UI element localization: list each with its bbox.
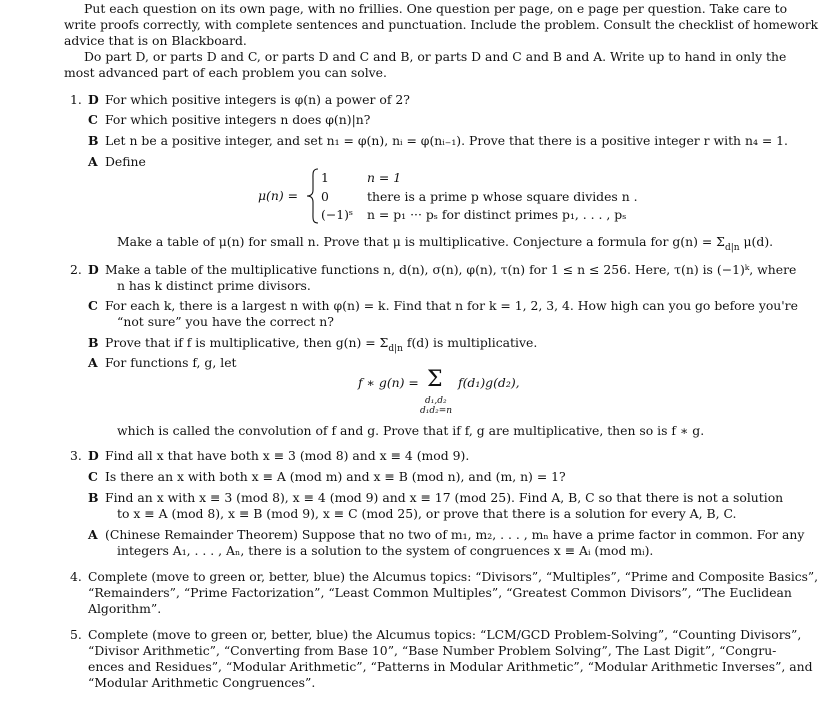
- problem-2-a-followup: which is called the convolution of f and g. Prove that if f, g are multiplicative, then so is f ∗ g.: [117, 423, 705, 438]
- problem-3-b-text-1: Find an x with x ≡ 3 (mod 8), x ≡ 4 (mod 9) and x ≡ 17 (mod 25). Find A, B, C so that there is not a solution: [105, 490, 784, 505]
- mu-case-2-value: 0: [321, 189, 329, 204]
- problem-5-text-2: “Divisor Arithmetic”, “Converting from Base 10”, “Base Number Problem Solving”, The Last Digit”, “Congru-: [88, 643, 777, 658]
- problem-2-c-text-2: “not sure” you have the correct n?: [117, 314, 334, 329]
- problem-1-b-label: B: [88, 133, 99, 148]
- intro-line-2: write proofs correctly, with complete sentences and punctuation. Include the problem. Consult the checklist of homework: [64, 17, 819, 32]
- problem-1-c-text: For which positive integers n does φ(n)|n?: [105, 112, 371, 127]
- problem-1-c-label: C: [88, 112, 98, 127]
- problem-5-text-4: “Modular Arithmetic Congruences”.: [88, 675, 316, 690]
- problem-3-b-text-2: to x ≡ A (mod 8), x ≡ B (mod 9), x ≡ C (mod 25), or prove that there is a solution for every A, B, C.: [117, 506, 737, 521]
- problem-2-b-text-main: Prove that if f is multiplicative, then g(n) = Σ: [105, 335, 389, 350]
- problem-2-b-text: [105, 335, 537, 353]
- problem-3-c-text: Is there an x with both x ≡ A (mod m) and x ≡ B (mod n), and (m, n) = 1?: [105, 469, 566, 484]
- problem-2-d-text-2: n has k distinct prime divisors.: [117, 278, 311, 293]
- mu-case-3-value: (−1)ˢ: [321, 207, 354, 222]
- mu-definition-lhs: μ(n) =: [258, 188, 299, 203]
- problem-5-text-1: Complete (move to green or, better, blue) the Alcumus topics: “LCM/GCD Problem-Solving”, “Counting Divisors”,: [88, 627, 802, 642]
- intro-line-3: advice that is on Blackboard.: [64, 33, 247, 48]
- problem-2-number: 2.: [70, 262, 82, 277]
- convolution-subscript-1: d₁,d₂: [425, 396, 447, 406]
- intro-line-4: Do part D, or parts D and C, or parts D and C and B, or parts D and C and B and A. Write up to hand in only the: [84, 49, 787, 64]
- convolution-subscript-2: d₁d₂=n: [420, 406, 453, 416]
- problem-5-text-3: ences and Residues”, “Modular Arithmetic”, “Patterns in Modular Arithmetic”, “Modular Arithmetic Inverses”, and: [88, 659, 813, 674]
- problem-5-number: 5.: [70, 627, 82, 642]
- convolution-lhs: f ∗ g(n) =: [358, 375, 419, 390]
- problem-1-a-followup-end: μ(d).: [743, 234, 774, 249]
- convolution-sigma: Σ: [427, 367, 443, 392]
- problem-3-b-label: B: [88, 490, 99, 505]
- problem-4-number: 4.: [70, 569, 82, 584]
- problem-1-d-text: For which positive integers is φ(n) a power of 2?: [105, 92, 410, 107]
- problem-2-b-label: B: [88, 335, 99, 350]
- convolution-rhs: f(d₁)g(d₂),: [458, 375, 520, 390]
- problem-1-number: 1.: [70, 92, 82, 107]
- problem-2-a-text: For functions f, g, let: [105, 355, 237, 370]
- problem-1-a-label: A: [88, 154, 98, 169]
- problem-3-number: 3.: [70, 448, 82, 463]
- problem-2-d-text-1: Make a table of the multiplicative functions n, d(n), σ(n), φ(n), τ(n) for 1 ≤ n ≤ 256. Here, τ(n) is (−1)ᵏ, where: [105, 262, 797, 277]
- problem-3-a-text-2: integers A₁, . . . , Aₙ, there is a solution to the system of congruences x ≡ Aᵢ (mod mᵢ).: [117, 543, 654, 558]
- problem-1-d-label: D: [88, 92, 99, 107]
- sum-subscript-2: d|n: [388, 344, 403, 354]
- intro-line-5: most advanced part of each problem you can solve.: [64, 65, 387, 80]
- problem-2-c-label: C: [88, 298, 98, 313]
- problem-3-a-text-1: (Chinese Remainder Theorem) Suppose that no two of m₁, m₂, . . . , mₙ have a prime factor in common. For any: [105, 527, 805, 542]
- mu-case-1-value: 1: [321, 170, 329, 185]
- mu-case-2-condition: there is a prime p whose square divides n .: [367, 189, 638, 204]
- problem-1-b-text: Let n be a positive integer, and set n₁ = φ(n), nᵢ = φ(nᵢ₋₁). Prove that there is a positive integer r with n₄ = 1.: [105, 133, 788, 148]
- problem-2-b-text-end: f(d) is multiplicative.: [406, 335, 538, 350]
- problem-1-a-text: Define: [105, 154, 146, 169]
- problem-2-c-text-1: For each k, there is a largest n with φ(n) = k. Find that n for k = 1, 2, 3, 4. How high can you go before you're: [105, 298, 798, 313]
- problem-2-a-label: A: [88, 355, 98, 370]
- cases-brace-icon: [306, 168, 320, 224]
- mu-case-1-condition: n = 1: [367, 170, 402, 185]
- mu-case-3-condition: n = p₁ ··· pₛ for distinct primes p₁, . . . , pₛ: [367, 207, 627, 222]
- sum-subscript: d|n: [724, 243, 740, 253]
- problem-4-text-3: Algorithm”.: [88, 601, 162, 616]
- problem-3-c-label: C: [88, 469, 98, 484]
- problem-3-a-label: A: [88, 527, 98, 542]
- intro-line-1: Put each question on its own page, with no frillies. One question per page, on e page per question. Take care to: [84, 1, 788, 16]
- problem-1-a-followup: [117, 234, 773, 252]
- problem-3-d-text: Find all x that have both x ≡ 3 (mod 8) and x ≡ 4 (mod 9).: [105, 448, 470, 463]
- problem-4-text-2: “Remainders”, “Prime Factorization”, “Least Common Multiples”, “Greatest Common Divisors”, “The Euclidean: [88, 585, 792, 600]
- problem-1-a-followup-text: Make a table of μ(n) for small n. Prove that μ is multiplicative. Conjecture a formula for g(n) = Σ: [117, 234, 725, 249]
- problem-3-d-label: D: [88, 448, 99, 463]
- problem-2-d-label: D: [88, 262, 99, 277]
- problem-4-text-1: Complete (move to green or, better, blue) the Alcumus topics: “Divisors”, “Multiples”, “Prime and Composite Basics”,: [88, 569, 819, 584]
